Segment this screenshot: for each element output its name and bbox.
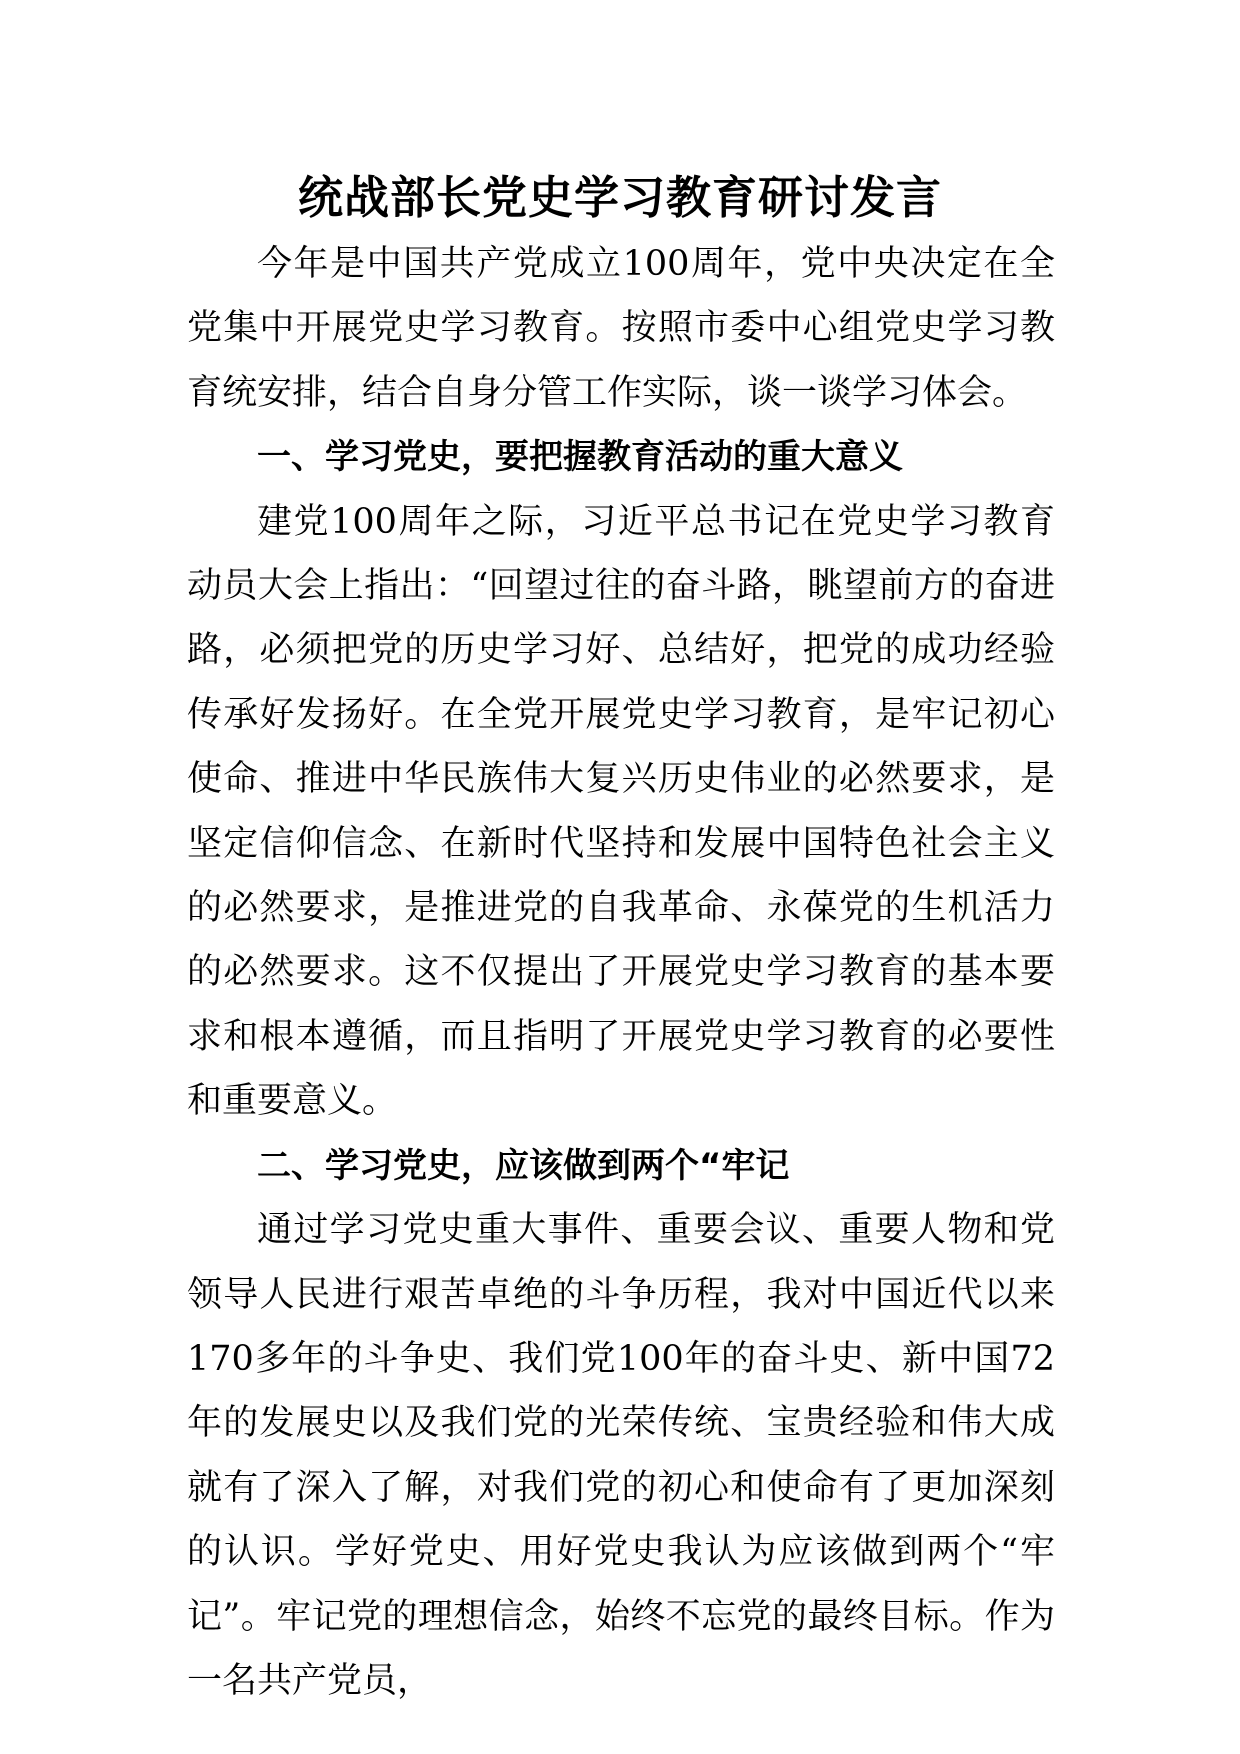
section-1-paragraph: 建党100周年之际，习近平总书记在党史学习教育动员大会上指出：“回望过往的奋斗路，眺望前方的奋进路，必须把党的历史学习好、总结好，把党的成功经验传承好发扬好。在全党开展党史学习教育，是牢记初心使命、推进中华民族伟大复兴历史伟业的必然要求，是坚定信仰信念、在新时代坚持和发展中国特色社会主义的必然要求，是推进党的自我革命、永葆党的生机活力的必然要求。这不仅提出了开展党史学习教育的基本要求和根本遵循，而且指明了开展党史学习教育的必要性和重要意义。 <box>187 501 1055 1122</box>
document-title: 统战部长党史学习教育研讨发言 <box>297 171 942 224</box>
section-2-paragraph: 通过学习党史重大事件、重要会议、重要人物和党领导人民进行艰苦卓绝的斗争历程，我对中国近代以来170多年的斗争史、我们党100年的奋斗史、新中国72年的发展史以及我们党的光荣传统、宝贵经验和伟大成就有了深入了解，对我们党的初心和使命有了更加深刻的认识。学好党史、用好党史我认为应该做到两个“牢记”。牢记党的理想信念，始终不忘党的最终目标。作为一名共产党员， <box>187 1210 1055 1701</box>
section-2-heading: 二、学习党史，应该做到两个“牢记 <box>257 1145 790 1186</box>
intro-paragraph: 今年是中国共产党成立100周年，党中央决定在全党集中开展党史学习教育。按照市委中心组党史学习教育统安排，结合自身分管工作实际，谈一谈学习体会。 <box>187 244 1055 413</box>
section-1-heading: 一、学习党史，要把握教育活动的重大意义 <box>257 437 903 478</box>
document-body <box>187 232 1055 1713</box>
